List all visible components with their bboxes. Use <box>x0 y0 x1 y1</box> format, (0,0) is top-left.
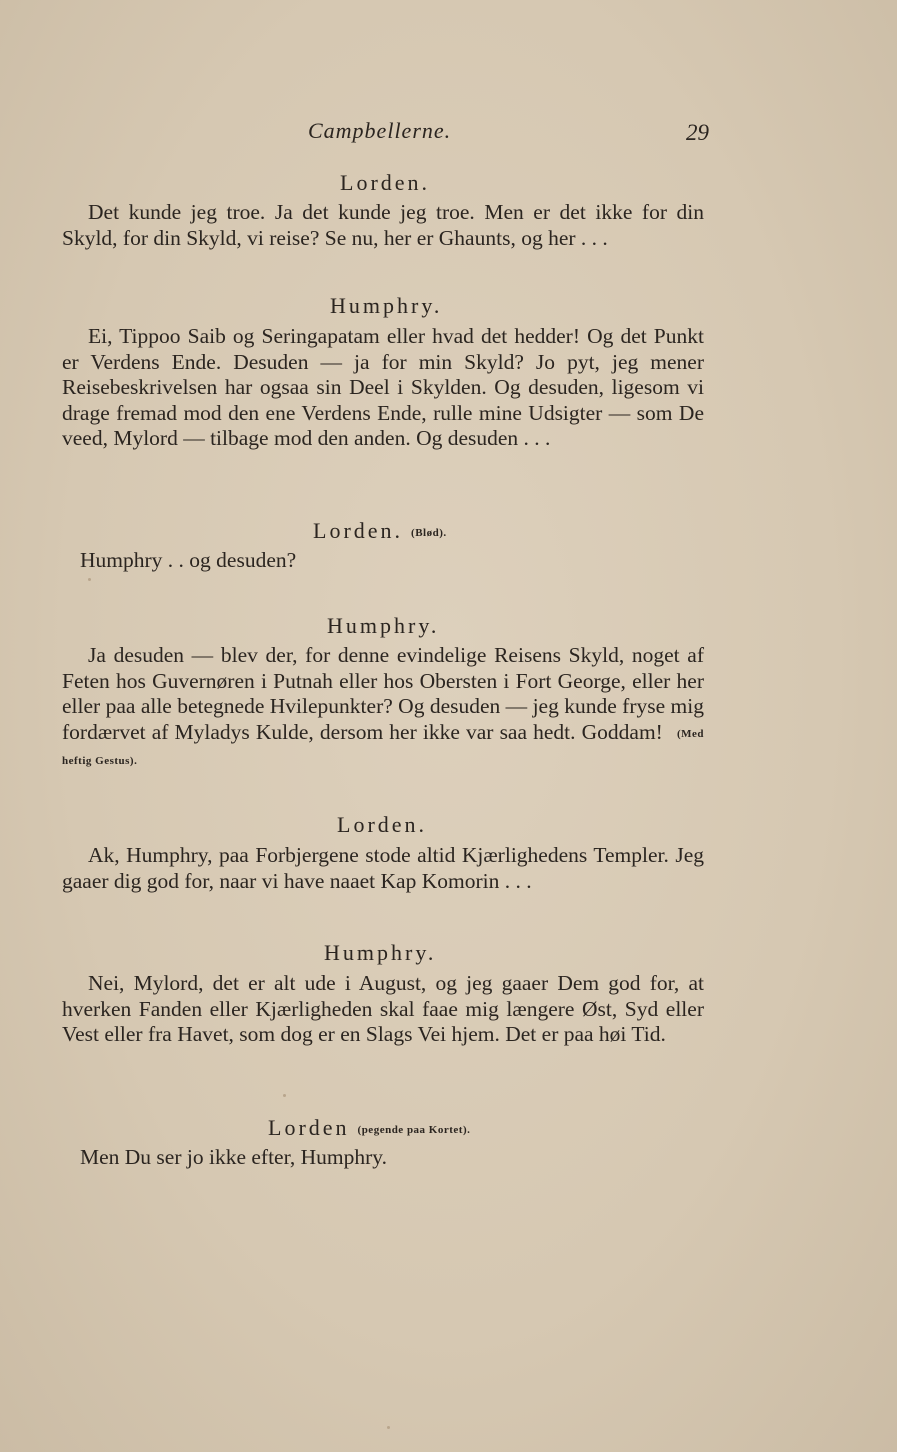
speech-body: Ja desuden — blev der, for denne evindelige Reisens Skyld, noget af Feten hos Guvernøren i Putnah eller hos Obersten i Fort George, eller her eller paa alle betegnede Hvilepunkter? Og desuden — jeg kunde fryse mig fordærvet af Myladys Kulde, dersom her ikke var saa hedt. Goddam! <box>62 643 704 744</box>
page-number: 29 <box>686 120 709 145</box>
paper-fleck <box>387 1426 390 1429</box>
speaker-label: Humphry. <box>327 613 440 638</box>
speech-text: Men Du ser jo ikke efter, Humphry. <box>80 1145 388 1169</box>
speaker-name <box>324 940 436 966</box>
speaker-label: Humphry. <box>330 293 443 318</box>
speaker-label: Lorden. <box>337 812 428 837</box>
page-header <box>0 118 897 152</box>
speech-text: Det kunde jeg troe. Ja det kunde jeg troe. Men er det ikke for din Skyld, for din Skyld, vi reise? Se nu, her er Ghaunts, og her . . . <box>62 200 704 250</box>
speaker-name <box>340 170 430 196</box>
stage-direction: (Med heftig Gestus). <box>62 727 705 767</box>
speech-text: Humphry . . og desuden? <box>80 548 297 572</box>
running-title: Campbellerne. <box>308 118 452 143</box>
speech-text: Ak, Humphry, paa Forbjergene stode altid Kjærlighedens Templer. Jeg gaaer dig god for, naar vi have naaet Kap Komorin . . . <box>62 843 704 893</box>
speaker-name <box>268 1115 470 1141</box>
stage-direction: (pegende paa Kortet). <box>357 1124 471 1136</box>
speaker-name <box>327 613 439 639</box>
speech-text: Ei, Tippoo Saib og Seringapatam eller hvad det hedder! Og det Punkt er Verdens Ende. Desuden — ja for min Skyld? Jo pyt, jeg mener Reisebeskrivelsen har ogsaa sin Deel i Skylden. Og desuden, ligesom vi drage fremad mod den ene Verdens Ende, rulle mine Udsigter — som De veed, Mylord — tilbage mod den anden. Og desuden . . . <box>62 324 704 450</box>
speech-text: Nei, Mylord, det er alt ude i August, og jeg gaaer Dem god for, at hverken Fanden eller Kjærligheden skal faae mig længere Øst, Syd eller Vest eller fra Havet, som dog er en Slags Vei hjem. Det er paa høi Tid. <box>62 971 704 1046</box>
stage-direction: (Blød). <box>411 527 447 539</box>
paper-fleck <box>88 578 91 581</box>
speaker-label: Humphry. <box>324 940 437 965</box>
speaker-label: Lorden. <box>340 170 431 195</box>
speaker-label: Lorden. <box>313 518 404 543</box>
paper-fleck <box>283 1094 286 1097</box>
speaker-name <box>337 812 427 838</box>
speaker-name <box>330 293 442 319</box>
speaker-name <box>313 518 447 544</box>
speech-text <box>62 643 704 775</box>
speaker-label: Lorden <box>268 1115 350 1140</box>
